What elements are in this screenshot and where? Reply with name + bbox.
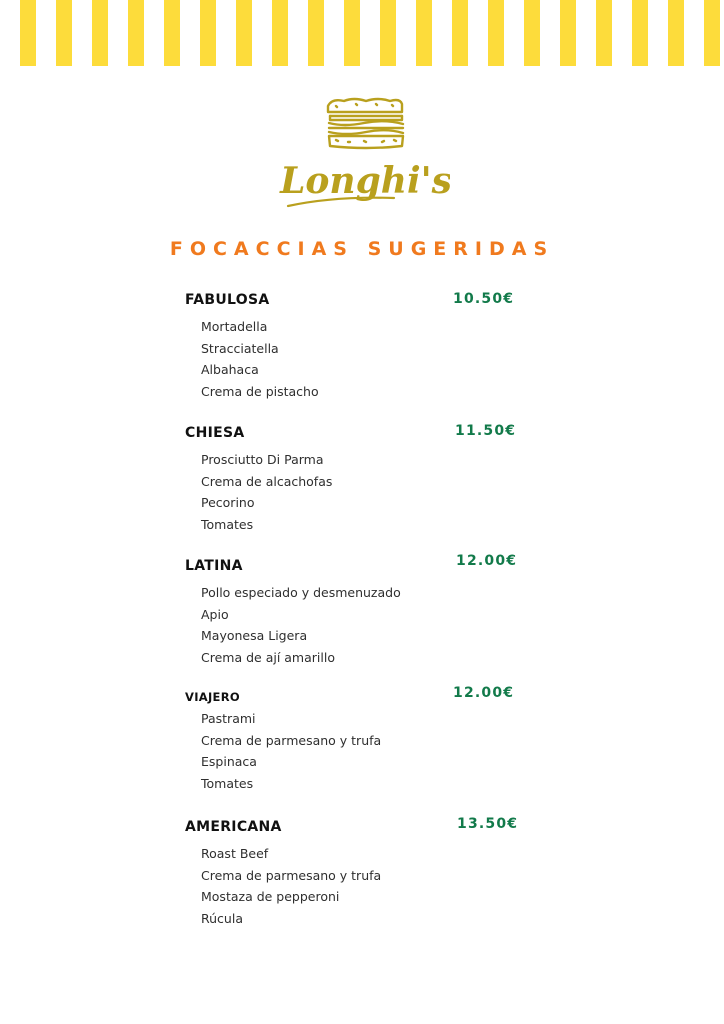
item-name: VIAJERO [185, 690, 240, 704]
ingredient-list [201, 708, 381, 794]
ingredient: Tomates [201, 775, 254, 791]
ingredient: Prosciutto Di Parma [201, 452, 324, 467]
item-name: FABULOSA [185, 292, 270, 308]
ingredient: Stracciatella [201, 340, 279, 356]
ingredient: Roast Beef [201, 846, 269, 861]
sandwich-logo-icon [274, 92, 450, 216]
item-price: 13.50€ [457, 816, 519, 832]
ingredient: Pollo especiado y desmenuzado [201, 585, 401, 600]
ingredient: Pastrami [201, 711, 256, 726]
ingredient: Mortadella [201, 319, 268, 334]
item-price: 11.50€ [455, 423, 517, 439]
ingredient: Rúcula [201, 910, 243, 926]
ingredient: Crema de ají amarillo [201, 649, 335, 665]
ingredient-list [201, 449, 332, 535]
ingredient: Espinaca [201, 754, 257, 769]
logo-wordmark: Longhi's [280, 160, 450, 202]
decorative-stripe-banner [0, 0, 724, 66]
ingredient: Tomates [201, 516, 254, 532]
ingredient: Mostaza de pepperoni [201, 889, 340, 904]
ingredient: Apio [201, 606, 229, 622]
item-name: LATINA [185, 558, 243, 574]
ingredient: Albahaca [201, 362, 259, 377]
longhis-logo [274, 92, 450, 216]
ingredient: Crema de pistacho [201, 383, 319, 399]
ingredient-list [201, 316, 319, 402]
ingredient: Crema de parmesano y trufa [201, 867, 382, 883]
item-name: CHIESA [185, 425, 245, 441]
ingredient: Crema de parmesano y trufa [201, 732, 382, 748]
item-price: 12.00€ [456, 553, 518, 569]
ingredient-list [201, 843, 381, 929]
item-price: 12.00€ [453, 685, 515, 701]
item-name: AMERICANA [185, 819, 282, 835]
ingredient: Crema de alcachofas [201, 473, 333, 489]
ingredient: Mayonesa Ligera [201, 628, 308, 643]
item-price: 10.50€ [453, 291, 515, 307]
menu-title: FOCACCIAS SUGERIDAS [169, 238, 555, 260]
ingredient: Pecorino [201, 495, 255, 510]
ingredient-list [201, 582, 401, 668]
